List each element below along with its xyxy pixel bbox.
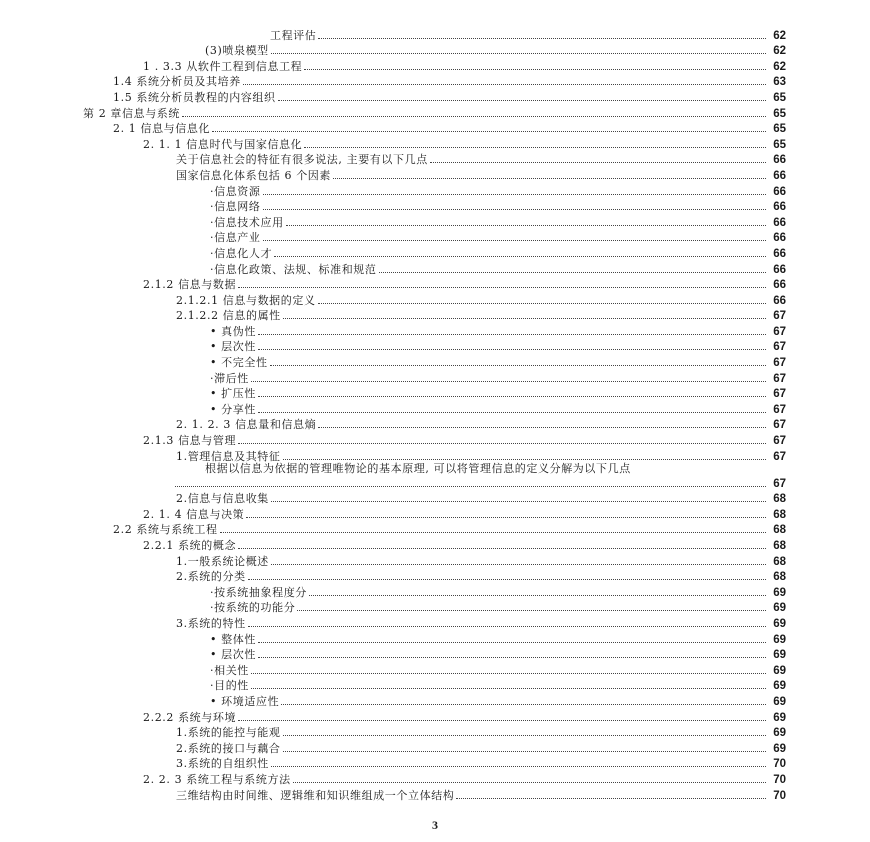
dot-leader [278, 100, 766, 101]
toc-page-number: 66 [773, 294, 786, 307]
toc-page-number: 69 [773, 695, 786, 708]
toc-entry-title: • 不完全性 [210, 356, 268, 370]
dot-leader [318, 303, 766, 304]
dot-leader [270, 365, 766, 366]
dot-leader [456, 798, 766, 799]
toc-entry[interactable] [0, 307, 870, 323]
dot-leader [175, 486, 766, 487]
toc-entry[interactable] [0, 104, 870, 120]
toc-entry[interactable] [0, 724, 870, 740]
toc-page-number: 69 [773, 664, 786, 677]
dot-leader [293, 782, 766, 783]
dot-leader [297, 610, 766, 611]
toc-entry[interactable] [0, 213, 870, 229]
toc-entry[interactable] [0, 291, 870, 307]
toc-entry[interactable] [0, 151, 870, 167]
dot-leader [238, 287, 766, 288]
toc-entry[interactable] [0, 260, 870, 276]
dot-leader [318, 38, 766, 39]
toc-page-number: 63 [773, 76, 786, 89]
dot-leader [309, 595, 766, 596]
toc-entry[interactable] [0, 26, 870, 42]
toc-page-number: 67 [773, 477, 786, 490]
toc-entry[interactable] [0, 739, 870, 755]
toc-page-number: 69 [773, 680, 786, 693]
toc-entry[interactable] [0, 583, 870, 599]
toc-entry[interactable] [0, 198, 870, 214]
toc-entry[interactable] [0, 708, 870, 724]
toc-entry[interactable] [0, 416, 870, 432]
toc-page-number: 68 [773, 555, 786, 568]
dot-leader [263, 194, 767, 195]
toc-page-number: 62 [773, 60, 786, 73]
toc-entry[interactable] [0, 552, 870, 568]
toc-entry-title: ·信息化人才 [210, 246, 273, 260]
toc-entry[interactable] [0, 599, 870, 615]
toc-entry-title: ·信息技术应用 [210, 215, 284, 229]
toc-entry[interactable] [0, 42, 870, 58]
dot-leader [304, 147, 766, 148]
toc-page-number: 67 [773, 419, 786, 432]
dot-leader [263, 240, 767, 241]
toc-page-number: 66 [773, 154, 786, 167]
toc-page-number: 66 [773, 263, 786, 276]
toc-page-number: 67 [773, 388, 786, 401]
dot-leader [274, 256, 766, 257]
toc-page-number: 67 [773, 357, 786, 370]
toc-entry[interactable] [0, 229, 870, 245]
toc-entry[interactable] [0, 505, 870, 521]
toc-entry-title: 1.一般系统论概述 [176, 554, 269, 568]
toc-entry-title: • 扩压性 [210, 387, 256, 401]
toc-entry-title: 2.系统的分类 [176, 570, 246, 584]
dot-leader [251, 688, 766, 689]
toc-page-number: 69 [773, 742, 786, 755]
toc-entry[interactable] [0, 322, 870, 338]
toc-entry[interactable] [0, 73, 870, 89]
toc-page-number: 67 [773, 435, 786, 448]
table-of-contents [0, 26, 870, 802]
toc-entry[interactable] [0, 536, 870, 552]
toc-entry-title: • 层次性 [210, 648, 256, 662]
toc-page-number: 65 [773, 107, 786, 120]
toc-page-number: 67 [773, 372, 786, 385]
toc-entry[interactable] [0, 646, 870, 662]
toc-entry-title: 1.5 系统分析员教程的内容组织 [113, 90, 276, 104]
toc-entry-title: 2. 1. 2. 3 信息量和信息熵 [176, 418, 317, 432]
dot-leader [212, 131, 766, 132]
dot-leader [430, 162, 766, 163]
dot-leader [251, 381, 766, 382]
toc-page-number: 69 [773, 727, 786, 740]
toc-entry-title: ·信息化政策、法规、标准和规范 [210, 262, 377, 276]
toc-page-number: 68 [773, 524, 786, 537]
toc-entry[interactable] [0, 755, 870, 771]
dot-leader [318, 427, 766, 428]
toc-page-number: 68 [773, 540, 786, 552]
dot-leader [271, 53, 766, 54]
toc-entry[interactable] [0, 770, 870, 786]
toc-page-number: 69 [773, 602, 786, 615]
dot-leader [243, 84, 766, 85]
toc-page-number: 66 [773, 216, 786, 229]
toc-entry[interactable] [0, 338, 870, 354]
toc-entry-title: 2.2 系统与系统工程 [113, 523, 218, 537]
toc-entry-title: 国家信息化体系包括 6 个因素 [176, 168, 331, 182]
toc-entry-title: • 整体性 [210, 632, 256, 646]
toc-entry-title: 三维结构由时间维、逻辑维和知识维组成一个立体结构 [176, 788, 455, 802]
dot-leader [304, 69, 766, 70]
toc-page-number: 67 [773, 310, 786, 323]
toc-page-number: 69 [773, 617, 786, 630]
dot-leader [238, 548, 766, 549]
toc-entry-title: 2.2.2 系统与环境 [143, 710, 237, 724]
dot-leader [283, 735, 767, 736]
toc-page-number: 65 [773, 138, 786, 151]
toc-entry-title: ·按系统抽象程度分 [210, 585, 307, 599]
toc-entry[interactable] [0, 677, 870, 693]
toc-entry[interactable] [0, 692, 870, 708]
toc-page-number: 70 [773, 758, 786, 771]
toc-entry-title: 2.信息与信息收集 [176, 492, 269, 506]
toc-entry-title: 1.系统的能控与能观 [176, 726, 281, 740]
toc-entry-title: 第 2 章信息与系统 [83, 106, 180, 120]
toc-entry[interactable] [0, 385, 870, 401]
toc-entry-title: • 环境适应性 [210, 694, 280, 708]
toc-page-number: 67 [773, 325, 786, 338]
toc-entry-title: • 分享性 [210, 402, 256, 416]
toc-entry[interactable] [0, 244, 870, 260]
dot-leader [258, 657, 766, 658]
toc-page-number: 69 [773, 711, 786, 724]
dot-leader [248, 579, 766, 580]
toc-page-number: 66 [773, 232, 786, 245]
toc-entry-title: 2.1.2.2 信息的属性 [176, 309, 281, 323]
dot-leader [251, 673, 766, 674]
dot-leader [379, 272, 767, 273]
toc-entry-title: 1.管理信息及其特征 [176, 449, 281, 463]
toc-page-number: 70 [773, 789, 786, 802]
toc-page-number: 66 [773, 169, 786, 182]
toc-entry-title: 3.系统的特性 [176, 616, 246, 630]
dot-leader [283, 459, 767, 460]
toc-entry[interactable] [0, 630, 870, 646]
toc-entry[interactable] [0, 57, 870, 73]
toc-page-number: 69 [773, 633, 786, 646]
toc-entry-title: 2.2.1 系统的概念 [143, 539, 237, 552]
toc-entry-title: 工程评估 [270, 28, 317, 42]
toc-entry[interactable] [0, 135, 870, 151]
toc-page-number: 62 [773, 29, 786, 42]
toc-entry[interactable] [0, 276, 870, 292]
toc-page-number: 66 [773, 201, 786, 214]
toc-entry-title: 1.4 系统分析员及其培养 [113, 75, 241, 89]
page-number: 3 [432, 818, 438, 832]
toc-entry[interactable] [0, 369, 870, 385]
dot-leader [258, 396, 766, 397]
toc-entry-title: 关于信息社会的特征有很多说法, 主要有以下几点 [176, 153, 428, 167]
toc-entry[interactable] [0, 521, 870, 537]
toc-entry-title: 2.系统的接口与藕合 [176, 741, 281, 755]
toc-page-number: 69 [773, 649, 786, 662]
toc-entry-title: ·信息产业 [210, 231, 261, 245]
dot-leader [283, 318, 766, 319]
toc-page-number: 68 [773, 493, 786, 506]
toc-page-number: 70 [773, 773, 786, 786]
toc-page-number: 65 [773, 123, 786, 136]
dot-leader [248, 626, 766, 627]
dot-leader [246, 517, 766, 518]
toc-entry[interactable] [0, 120, 870, 136]
dot-leader [238, 443, 766, 444]
toc-page-number: 69 [773, 586, 786, 599]
toc-entry-title: ·按系统的功能分 [210, 601, 296, 615]
toc-entry-title: (3)喷泉模型 [205, 44, 269, 58]
toc-page-number: 67 [773, 341, 786, 354]
dot-leader [258, 334, 766, 335]
dot-leader [281, 704, 766, 705]
toc-entry-title: 2. 1. 4 信息与决策 [143, 507, 245, 521]
toc-entry-title: 根据以信息为依据的管理唯物论的基本原理, 可以将管理信息的定义分解为以下几点 [205, 461, 631, 475]
toc-entry[interactable] [0, 463, 870, 490]
dot-leader [258, 349, 766, 350]
toc-entry-title: 2.1.2.1 信息与数据的定义 [176, 293, 316, 307]
toc-entry-title: ·信息资源 [210, 184, 261, 198]
toc-entry-title: 2.1.2 信息与数据 [143, 278, 237, 292]
toc-entry-title: ·目的性 [210, 679, 249, 693]
toc-entry[interactable] [0, 614, 870, 630]
toc-entry[interactable] [0, 400, 870, 416]
toc-entry-title: • 真伪性 [210, 324, 256, 338]
dot-leader [271, 501, 766, 502]
dot-leader [271, 766, 766, 767]
toc-entry-title: • 层次性 [210, 340, 256, 354]
toc-entry[interactable] [0, 88, 870, 104]
toc-entry-title: 3.系统的自组织性 [176, 757, 269, 771]
toc-entry-title: ·滞后性 [210, 371, 249, 385]
dot-leader [258, 412, 766, 413]
toc-entry[interactable] [0, 661, 870, 677]
dot-leader [182, 116, 766, 117]
toc-entry[interactable] [0, 568, 870, 584]
dot-leader [258, 642, 766, 643]
toc-page-number: 66 [773, 185, 786, 198]
dot-leader [263, 209, 767, 210]
dot-leader [286, 225, 766, 226]
toc-page-number: 62 [773, 45, 786, 58]
toc-page-number: 68 [773, 508, 786, 521]
toc-entry[interactable] [0, 490, 870, 506]
toc-entry-title: 2. 2. 3 系统工程与系统方法 [143, 772, 291, 786]
dot-leader [238, 720, 766, 721]
toc-entry-title: 1 . 3.3 从软件工程到信息工程 [143, 59, 303, 73]
toc-entry-title: 2. 1 信息与信息化 [113, 122, 211, 136]
toc-entry-title: ·信息网络 [210, 200, 261, 214]
dot-leader [271, 564, 766, 565]
toc-entry-title: ·相关性 [210, 663, 249, 677]
toc-page-number: 67 [773, 450, 786, 463]
toc-entry-title: 2.1.3 信息与管理 [143, 434, 237, 448]
toc-page-number: 66 [773, 247, 786, 260]
toc-entry[interactable] [0, 431, 870, 447]
toc-page-number: 65 [773, 91, 786, 104]
toc-page-number: 68 [773, 571, 786, 584]
toc-entry[interactable] [0, 353, 870, 369]
dot-leader [333, 178, 766, 179]
dot-leader [283, 751, 767, 752]
dot-leader [220, 532, 766, 533]
toc-entry[interactable] [0, 786, 870, 802]
toc-entry[interactable] [0, 182, 870, 198]
toc-page-number: 67 [773, 403, 786, 416]
toc-entry-title: 2. 1. 1 信息时代与国家信息化 [143, 137, 303, 151]
toc-page-number: 66 [773, 279, 786, 292]
toc-entry[interactable] [0, 447, 870, 463]
toc-entry[interactable] [0, 166, 870, 182]
